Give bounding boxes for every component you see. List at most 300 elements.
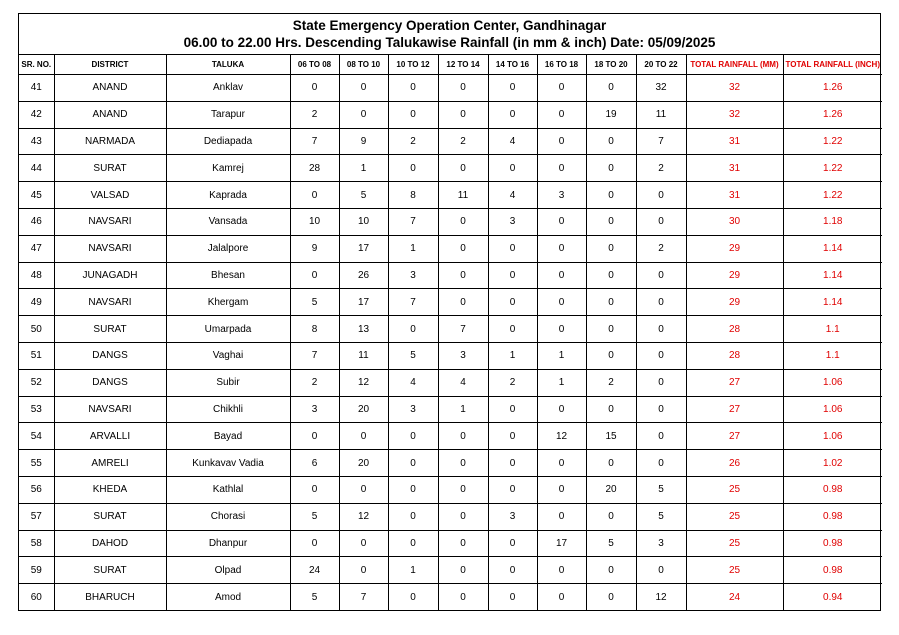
total-mm-cell: 28 bbox=[686, 342, 783, 369]
rain-08-10-cell: 0 bbox=[339, 75, 388, 102]
total-mm-cell: 29 bbox=[686, 235, 783, 262]
total-mm-cell: 24 bbox=[686, 584, 783, 610]
rain-12-14-cell: 11 bbox=[438, 182, 488, 209]
rain-10-12-cell: 0 bbox=[388, 503, 438, 530]
rain-16-18-cell: 0 bbox=[537, 235, 586, 262]
rainfall-report bbox=[18, 13, 881, 611]
rain-06-08-cell: 5 bbox=[290, 289, 339, 316]
rainfall-table bbox=[19, 55, 882, 610]
table-row bbox=[19, 262, 882, 289]
rain-10-12-cell: 0 bbox=[388, 101, 438, 128]
taluka-cell: Tarapur bbox=[166, 101, 290, 128]
sr-no-cell: 44 bbox=[19, 155, 54, 182]
rain-20-22-cell: 0 bbox=[636, 262, 686, 289]
total-mm-cell: 28 bbox=[686, 316, 783, 343]
rain-10-12-cell: 7 bbox=[388, 208, 438, 235]
rain-20-22-cell: 5 bbox=[636, 476, 686, 503]
rain-12-14-cell: 0 bbox=[438, 476, 488, 503]
rain-20-22-cell: 5 bbox=[636, 503, 686, 530]
rain-20-22-cell: 0 bbox=[636, 557, 686, 584]
rain-08-10-cell: 12 bbox=[339, 369, 388, 396]
rain-06-08-cell: 2 bbox=[290, 369, 339, 396]
rain-14-16-cell: 0 bbox=[488, 101, 537, 128]
rain-14-16-cell: 0 bbox=[488, 450, 537, 477]
total-mm-cell: 31 bbox=[686, 128, 783, 155]
sr-no-cell: 46 bbox=[19, 208, 54, 235]
table-row bbox=[19, 208, 882, 235]
rain-16-18-cell: 0 bbox=[537, 476, 586, 503]
table-body bbox=[19, 75, 882, 610]
rain-18-20-cell: 0 bbox=[586, 450, 636, 477]
district-cell: ANAND bbox=[54, 75, 166, 102]
rain-18-20-cell: 0 bbox=[586, 503, 636, 530]
rain-08-10-cell: 0 bbox=[339, 476, 388, 503]
rain-14-16-cell: 0 bbox=[488, 316, 537, 343]
district-cell: SURAT bbox=[54, 557, 166, 584]
table-row bbox=[19, 450, 882, 477]
rain-12-14-cell: 0 bbox=[438, 155, 488, 182]
sr-no-cell: 42 bbox=[19, 101, 54, 128]
sr-no-cell: 45 bbox=[19, 182, 54, 209]
rain-06-08-cell: 9 bbox=[290, 235, 339, 262]
total-mm-cell: 27 bbox=[686, 369, 783, 396]
sr-no-cell: 60 bbox=[19, 584, 54, 610]
rain-16-18-cell: 1 bbox=[537, 369, 586, 396]
total-inch-cell: 0.98 bbox=[783, 530, 882, 557]
rain-20-22-cell: 0 bbox=[636, 342, 686, 369]
rain-16-18-cell: 0 bbox=[537, 262, 586, 289]
taluka-cell: Subir bbox=[166, 369, 290, 396]
rain-18-20-cell: 0 bbox=[586, 155, 636, 182]
rain-10-12-cell: 0 bbox=[388, 316, 438, 343]
taluka-cell: Umarpada bbox=[166, 316, 290, 343]
table-row bbox=[19, 182, 882, 209]
rain-16-18-cell: 0 bbox=[537, 155, 586, 182]
rain-08-10-cell: 7 bbox=[339, 584, 388, 610]
rain-18-20-cell: 20 bbox=[586, 476, 636, 503]
taluka-cell: Dediapada bbox=[166, 128, 290, 155]
total-mm-cell: 26 bbox=[686, 450, 783, 477]
rain-14-16-cell: 0 bbox=[488, 155, 537, 182]
rain-14-16-cell: 2 bbox=[488, 369, 537, 396]
rain-18-20-cell: 0 bbox=[586, 208, 636, 235]
rain-10-12-cell: 1 bbox=[388, 557, 438, 584]
rain-06-08-cell: 5 bbox=[290, 584, 339, 610]
district-cell: NAVSARI bbox=[54, 235, 166, 262]
rain-12-14-cell: 0 bbox=[438, 557, 488, 584]
district-cell: SURAT bbox=[54, 316, 166, 343]
taluka-cell: Vaghai bbox=[166, 342, 290, 369]
rain-12-14-cell: 2 bbox=[438, 128, 488, 155]
rain-18-20-cell: 0 bbox=[586, 75, 636, 102]
rain-14-16-cell: 1 bbox=[488, 342, 537, 369]
district-cell: SURAT bbox=[54, 503, 166, 530]
header-20-to-22: 20 TO 22 bbox=[636, 55, 686, 75]
rain-20-22-cell: 0 bbox=[636, 369, 686, 396]
header-sr-no: SR. NO. bbox=[19, 55, 54, 75]
rain-20-22-cell: 2 bbox=[636, 235, 686, 262]
rain-12-14-cell: 0 bbox=[438, 101, 488, 128]
district-cell: JUNAGADH bbox=[54, 262, 166, 289]
rain-14-16-cell: 0 bbox=[488, 530, 537, 557]
rain-16-18-cell: 0 bbox=[537, 128, 586, 155]
rain-14-16-cell: 0 bbox=[488, 557, 537, 584]
rain-16-18-cell: 3 bbox=[537, 182, 586, 209]
total-mm-cell: 31 bbox=[686, 182, 783, 209]
taluka-cell: Chorasi bbox=[166, 503, 290, 530]
header-10-to-12: 10 TO 12 bbox=[388, 55, 438, 75]
district-cell: ARVALLI bbox=[54, 423, 166, 450]
sr-no-cell: 55 bbox=[19, 450, 54, 477]
district-cell: SURAT bbox=[54, 155, 166, 182]
rain-20-22-cell: 7 bbox=[636, 128, 686, 155]
report-header bbox=[19, 14, 880, 55]
table-row bbox=[19, 289, 882, 316]
rain-16-18-cell: 0 bbox=[537, 101, 586, 128]
total-inch-cell: 1.06 bbox=[783, 369, 882, 396]
district-cell: NAVSARI bbox=[54, 289, 166, 316]
rain-18-20-cell: 0 bbox=[586, 584, 636, 610]
rain-06-08-cell: 2 bbox=[290, 101, 339, 128]
rain-10-12-cell: 0 bbox=[388, 476, 438, 503]
rain-06-08-cell: 7 bbox=[290, 342, 339, 369]
report-subtitle: 06.00 to 22.00 Hrs. Descending Talukawise Rainfall (in mm & inch) Date: 05/09/2025 bbox=[183, 35, 716, 50]
rain-06-08-cell: 5 bbox=[290, 503, 339, 530]
rain-20-22-cell: 11 bbox=[636, 101, 686, 128]
total-inch-cell: 0.98 bbox=[783, 503, 882, 530]
sr-no-cell: 52 bbox=[19, 369, 54, 396]
taluka-cell: Kamrej bbox=[166, 155, 290, 182]
taluka-cell: Jalalpore bbox=[166, 235, 290, 262]
rain-12-14-cell: 4 bbox=[438, 369, 488, 396]
rain-06-08-cell: 10 bbox=[290, 208, 339, 235]
rain-18-20-cell: 5 bbox=[586, 530, 636, 557]
table-row bbox=[19, 584, 882, 610]
total-mm-cell: 25 bbox=[686, 557, 783, 584]
rain-10-12-cell: 0 bbox=[388, 530, 438, 557]
total-mm-cell: 32 bbox=[686, 75, 783, 102]
total-inch-cell: 1.26 bbox=[783, 101, 882, 128]
district-cell: DANGS bbox=[54, 342, 166, 369]
total-inch-cell: 1.06 bbox=[783, 396, 882, 423]
sr-no-cell: 43 bbox=[19, 128, 54, 155]
rain-16-18-cell: 0 bbox=[537, 289, 586, 316]
rain-06-08-cell: 0 bbox=[290, 75, 339, 102]
rain-20-22-cell: 0 bbox=[636, 208, 686, 235]
rain-18-20-cell: 0 bbox=[586, 235, 636, 262]
rain-16-18-cell: 12 bbox=[537, 423, 586, 450]
rain-10-12-cell: 5 bbox=[388, 342, 438, 369]
table-row bbox=[19, 342, 882, 369]
rain-14-16-cell: 0 bbox=[488, 289, 537, 316]
total-inch-cell: 0.94 bbox=[783, 584, 882, 610]
rain-18-20-cell: 0 bbox=[586, 396, 636, 423]
rain-14-16-cell: 0 bbox=[488, 75, 537, 102]
sr-no-cell: 56 bbox=[19, 476, 54, 503]
total-mm-cell: 32 bbox=[686, 101, 783, 128]
rain-08-10-cell: 12 bbox=[339, 503, 388, 530]
rain-14-16-cell: 0 bbox=[488, 396, 537, 423]
rain-08-10-cell: 13 bbox=[339, 316, 388, 343]
report-title: State Emergency Operation Center, Gandhinagar bbox=[292, 18, 607, 33]
district-cell: NAVSARI bbox=[54, 208, 166, 235]
total-inch-cell: 1.14 bbox=[783, 262, 882, 289]
rain-10-12-cell: 0 bbox=[388, 584, 438, 610]
total-mm-cell: 25 bbox=[686, 476, 783, 503]
rain-08-10-cell: 0 bbox=[339, 557, 388, 584]
rain-18-20-cell: 0 bbox=[586, 289, 636, 316]
rain-06-08-cell: 6 bbox=[290, 450, 339, 477]
rain-18-20-cell: 0 bbox=[586, 262, 636, 289]
rain-18-20-cell: 0 bbox=[586, 557, 636, 584]
rain-06-08-cell: 8 bbox=[290, 316, 339, 343]
rain-10-12-cell: 0 bbox=[388, 75, 438, 102]
header-16-to-18: 16 TO 18 bbox=[537, 55, 586, 75]
header-total-inch: TOTAL RAINFALL (INCH) bbox=[783, 55, 882, 75]
rain-12-14-cell: 0 bbox=[438, 289, 488, 316]
total-inch-cell: 1.22 bbox=[783, 155, 882, 182]
taluka-cell: Bhesan bbox=[166, 262, 290, 289]
rain-20-22-cell: 32 bbox=[636, 75, 686, 102]
rain-10-12-cell: 3 bbox=[388, 396, 438, 423]
taluka-cell: Chikhli bbox=[166, 396, 290, 423]
table-row bbox=[19, 530, 882, 557]
rain-14-16-cell: 0 bbox=[488, 476, 537, 503]
rain-08-10-cell: 0 bbox=[339, 530, 388, 557]
rain-18-20-cell: 0 bbox=[586, 342, 636, 369]
rain-06-08-cell: 28 bbox=[290, 155, 339, 182]
total-inch-cell: 1.18 bbox=[783, 208, 882, 235]
table-row bbox=[19, 101, 882, 128]
taluka-cell: Kaprada bbox=[166, 182, 290, 209]
rain-08-10-cell: 1 bbox=[339, 155, 388, 182]
rain-08-10-cell: 5 bbox=[339, 182, 388, 209]
rain-16-18-cell: 0 bbox=[537, 503, 586, 530]
rain-12-14-cell: 0 bbox=[438, 235, 488, 262]
rain-08-10-cell: 26 bbox=[339, 262, 388, 289]
rain-18-20-cell: 19 bbox=[586, 101, 636, 128]
district-cell: AMRELI bbox=[54, 450, 166, 477]
rain-18-20-cell: 2 bbox=[586, 369, 636, 396]
rain-14-16-cell: 4 bbox=[488, 182, 537, 209]
rain-14-16-cell: 4 bbox=[488, 128, 537, 155]
rain-16-18-cell: 0 bbox=[537, 450, 586, 477]
rain-06-08-cell: 0 bbox=[290, 530, 339, 557]
rain-16-18-cell: 0 bbox=[537, 584, 586, 610]
taluka-cell: Olpad bbox=[166, 557, 290, 584]
sr-no-cell: 48 bbox=[19, 262, 54, 289]
total-inch-cell: 1.14 bbox=[783, 289, 882, 316]
total-mm-cell: 27 bbox=[686, 423, 783, 450]
total-mm-cell: 29 bbox=[686, 262, 783, 289]
rain-14-16-cell: 0 bbox=[488, 262, 537, 289]
total-inch-cell: 1.1 bbox=[783, 316, 882, 343]
sr-no-cell: 51 bbox=[19, 342, 54, 369]
district-cell: BHARUCH bbox=[54, 584, 166, 610]
header-08-to-10: 08 TO 10 bbox=[339, 55, 388, 75]
header-12-to-14: 12 TO 14 bbox=[438, 55, 488, 75]
rain-08-10-cell: 0 bbox=[339, 101, 388, 128]
rain-06-08-cell: 0 bbox=[290, 423, 339, 450]
rain-06-08-cell: 0 bbox=[290, 476, 339, 503]
rain-08-10-cell: 20 bbox=[339, 396, 388, 423]
table-row bbox=[19, 503, 882, 530]
total-inch-cell: 1.22 bbox=[783, 182, 882, 209]
rain-12-14-cell: 0 bbox=[438, 503, 488, 530]
rain-20-22-cell: 0 bbox=[636, 289, 686, 316]
sr-no-cell: 53 bbox=[19, 396, 54, 423]
header-district: DISTRICT bbox=[54, 55, 166, 75]
rain-16-18-cell: 0 bbox=[537, 557, 586, 584]
rain-06-08-cell: 0 bbox=[290, 182, 339, 209]
rain-10-12-cell: 0 bbox=[388, 450, 438, 477]
rain-20-22-cell: 3 bbox=[636, 530, 686, 557]
rain-10-12-cell: 4 bbox=[388, 369, 438, 396]
rain-08-10-cell: 9 bbox=[339, 128, 388, 155]
table-row bbox=[19, 155, 882, 182]
total-inch-cell: 1.1 bbox=[783, 342, 882, 369]
rain-18-20-cell: 0 bbox=[586, 316, 636, 343]
table-row bbox=[19, 369, 882, 396]
rain-14-16-cell: 0 bbox=[488, 423, 537, 450]
rain-20-22-cell: 0 bbox=[636, 396, 686, 423]
rain-18-20-cell: 0 bbox=[586, 128, 636, 155]
rain-16-18-cell: 0 bbox=[537, 316, 586, 343]
rain-18-20-cell: 15 bbox=[586, 423, 636, 450]
sr-no-cell: 47 bbox=[19, 235, 54, 262]
district-cell: NARMADA bbox=[54, 128, 166, 155]
taluka-cell: Khergam bbox=[166, 289, 290, 316]
rain-12-14-cell: 0 bbox=[438, 423, 488, 450]
sr-no-cell: 50 bbox=[19, 316, 54, 343]
rain-10-12-cell: 1 bbox=[388, 235, 438, 262]
header-18-to-20: 18 TO 20 bbox=[586, 55, 636, 75]
total-mm-cell: 27 bbox=[686, 396, 783, 423]
taluka-cell: Anklav bbox=[166, 75, 290, 102]
taluka-cell: Kunkavav Vadia bbox=[166, 450, 290, 477]
district-cell: ANAND bbox=[54, 101, 166, 128]
rain-08-10-cell: 10 bbox=[339, 208, 388, 235]
sr-no-cell: 59 bbox=[19, 557, 54, 584]
rain-10-12-cell: 8 bbox=[388, 182, 438, 209]
district-cell: KHEDA bbox=[54, 476, 166, 503]
rain-14-16-cell: 3 bbox=[488, 503, 537, 530]
sr-no-cell: 58 bbox=[19, 530, 54, 557]
table-row bbox=[19, 557, 882, 584]
sr-no-cell: 54 bbox=[19, 423, 54, 450]
rain-12-14-cell: 7 bbox=[438, 316, 488, 343]
rain-08-10-cell: 17 bbox=[339, 235, 388, 262]
sr-no-cell: 49 bbox=[19, 289, 54, 316]
header-total-mm: TOTAL RAINFALL (MM) bbox=[686, 55, 783, 75]
header-14-to-16: 14 TO 16 bbox=[488, 55, 537, 75]
taluka-cell: Dhanpur bbox=[166, 530, 290, 557]
table-row bbox=[19, 396, 882, 423]
rain-12-14-cell: 3 bbox=[438, 342, 488, 369]
rain-14-16-cell: 0 bbox=[488, 235, 537, 262]
rain-12-14-cell: 0 bbox=[438, 75, 488, 102]
rain-10-12-cell: 0 bbox=[388, 423, 438, 450]
total-inch-cell: 1.26 bbox=[783, 75, 882, 102]
rain-08-10-cell: 11 bbox=[339, 342, 388, 369]
rain-08-10-cell: 0 bbox=[339, 423, 388, 450]
total-mm-cell: 31 bbox=[686, 155, 783, 182]
rain-16-18-cell: 0 bbox=[537, 396, 586, 423]
taluka-cell: Kathlal bbox=[166, 476, 290, 503]
rain-20-22-cell: 0 bbox=[636, 423, 686, 450]
header-06-to-08: 06 TO 08 bbox=[290, 55, 339, 75]
rain-16-18-cell: 0 bbox=[537, 208, 586, 235]
rain-20-22-cell: 0 bbox=[636, 316, 686, 343]
rain-06-08-cell: 7 bbox=[290, 128, 339, 155]
total-mm-cell: 30 bbox=[686, 208, 783, 235]
rain-06-08-cell: 0 bbox=[290, 262, 339, 289]
rain-10-12-cell: 3 bbox=[388, 262, 438, 289]
rain-08-10-cell: 20 bbox=[339, 450, 388, 477]
total-inch-cell: 1.22 bbox=[783, 128, 882, 155]
district-cell: VALSAD bbox=[54, 182, 166, 209]
rain-20-22-cell: 12 bbox=[636, 584, 686, 610]
rain-10-12-cell: 0 bbox=[388, 155, 438, 182]
total-mm-cell: 25 bbox=[686, 530, 783, 557]
rain-12-14-cell: 0 bbox=[438, 208, 488, 235]
sr-no-cell: 41 bbox=[19, 75, 54, 102]
rain-16-18-cell: 0 bbox=[537, 75, 586, 102]
rain-14-16-cell: 3 bbox=[488, 208, 537, 235]
total-inch-cell: 1.06 bbox=[783, 423, 882, 450]
total-inch-cell: 1.02 bbox=[783, 450, 882, 477]
sr-no-cell: 57 bbox=[19, 503, 54, 530]
total-inch-cell: 1.14 bbox=[783, 235, 882, 262]
rain-06-08-cell: 3 bbox=[290, 396, 339, 423]
rain-08-10-cell: 17 bbox=[339, 289, 388, 316]
table-header-row bbox=[19, 55, 882, 75]
total-inch-cell: 0.98 bbox=[783, 476, 882, 503]
header-taluka: TALUKA bbox=[166, 55, 290, 75]
rain-06-08-cell: 24 bbox=[290, 557, 339, 584]
table-row bbox=[19, 128, 882, 155]
district-cell: NAVSARI bbox=[54, 396, 166, 423]
rain-20-22-cell: 0 bbox=[636, 450, 686, 477]
table-row bbox=[19, 476, 882, 503]
district-cell: DANGS bbox=[54, 369, 166, 396]
rain-20-22-cell: 0 bbox=[636, 182, 686, 209]
table-row bbox=[19, 235, 882, 262]
rain-10-12-cell: 2 bbox=[388, 128, 438, 155]
taluka-cell: Bayad bbox=[166, 423, 290, 450]
rain-12-14-cell: 0 bbox=[438, 584, 488, 610]
rain-10-12-cell: 7 bbox=[388, 289, 438, 316]
table-row bbox=[19, 423, 882, 450]
table-row bbox=[19, 75, 882, 102]
rain-12-14-cell: 1 bbox=[438, 396, 488, 423]
rain-18-20-cell: 0 bbox=[586, 182, 636, 209]
rain-14-16-cell: 0 bbox=[488, 584, 537, 610]
rain-16-18-cell: 1 bbox=[537, 342, 586, 369]
rain-12-14-cell: 0 bbox=[438, 262, 488, 289]
rain-16-18-cell: 17 bbox=[537, 530, 586, 557]
taluka-cell: Amod bbox=[166, 584, 290, 610]
taluka-cell: Vansada bbox=[166, 208, 290, 235]
rain-12-14-cell: 0 bbox=[438, 450, 488, 477]
rain-20-22-cell: 2 bbox=[636, 155, 686, 182]
total-mm-cell: 25 bbox=[686, 503, 783, 530]
district-cell: DAHOD bbox=[54, 530, 166, 557]
table-row bbox=[19, 316, 882, 343]
rain-12-14-cell: 0 bbox=[438, 530, 488, 557]
total-mm-cell: 29 bbox=[686, 289, 783, 316]
total-inch-cell: 0.98 bbox=[783, 557, 882, 584]
